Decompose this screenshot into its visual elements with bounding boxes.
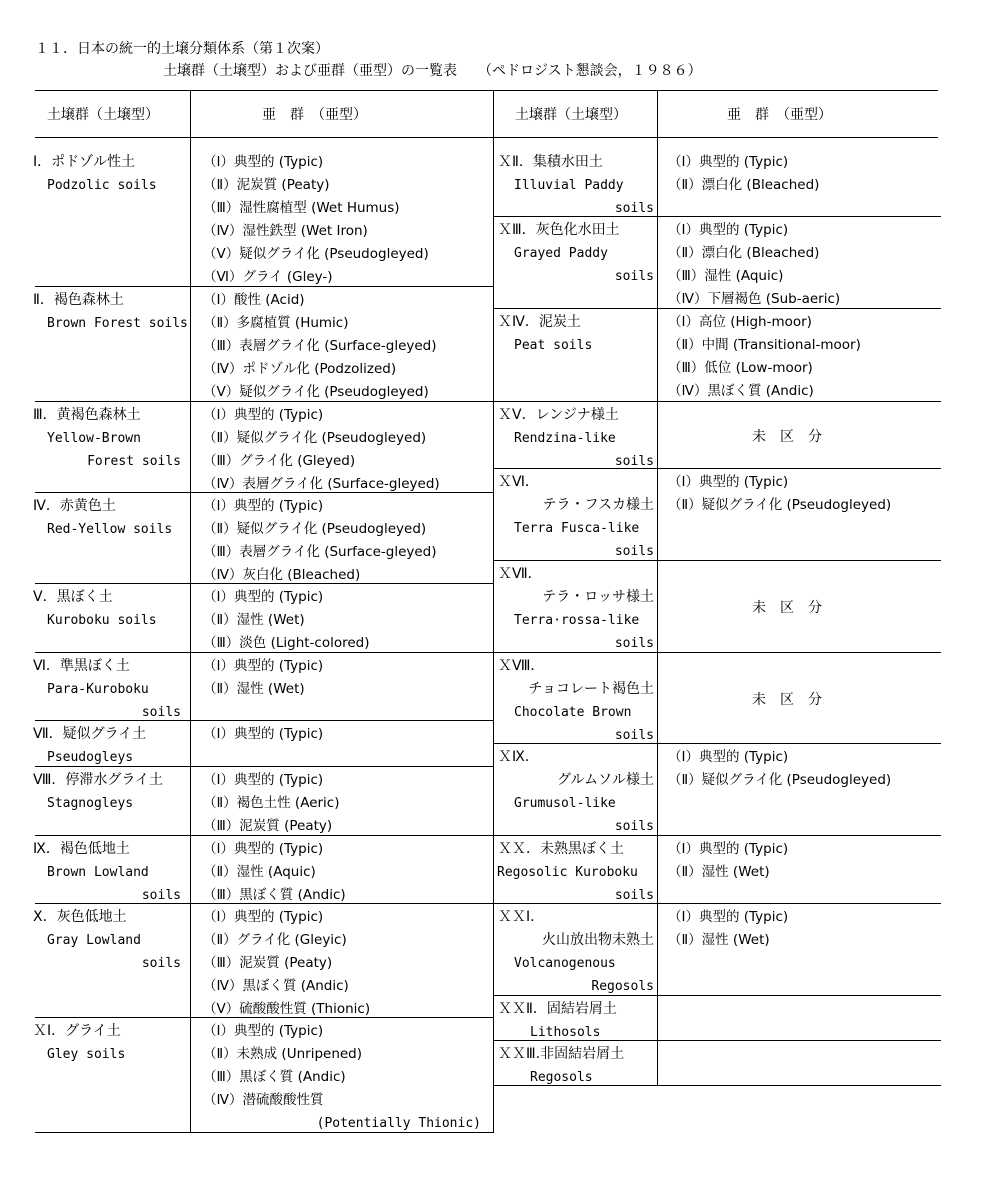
subgroup-item: （Ⅰ）酸性 (Acid) <box>203 292 305 308</box>
group-name-jp: Ⅰ．ポドゾル性土 <box>33 154 136 170</box>
group-name-en-cont: soils <box>614 544 654 559</box>
subgroup-item: （Ⅲ）黒ぼく質 (Andic) <box>203 1069 346 1085</box>
subgroup-item: （Ⅱ）褐色土性 (Aeric) <box>203 795 340 811</box>
subgroup-item: （Ⅰ）典型的 (Typic) <box>203 841 324 857</box>
subgroup-item: （Ⅱ）湿性 (Wet) <box>668 932 770 948</box>
right-row-separator <box>494 995 941 996</box>
subgroup-item: （Ⅱ）泥炭質 (Peaty) <box>203 177 330 193</box>
subgroup-item: （Ⅱ）湿性 (Aquic) <box>203 864 316 880</box>
subgroup-item: （Ⅰ）典型的 (Typic) <box>668 154 789 170</box>
subgroup-item: （Ⅱ）中間 (Transitional-moor) <box>668 337 861 353</box>
group-name-jp: ＸⅦ． <box>498 566 542 582</box>
subgroup-item: （Ⅲ）低位 (Low-moor) <box>668 360 813 376</box>
subgroup-item: （Ⅰ）典型的 (Typic) <box>668 749 789 765</box>
subgroup-item: （Ⅲ）泥炭質 (Peaty) <box>203 955 333 971</box>
group-name-jp: Ⅱ．褐色森林土 <box>33 292 124 308</box>
group-name-en-cont: soils <box>141 888 181 903</box>
subgroup-item: （Ⅰ）典型的 (Typic) <box>203 909 324 925</box>
group-name-jp-cont: グルムソル様土 <box>556 772 654 788</box>
right-row-separator <box>494 560 941 561</box>
subgroup-item: （Ⅰ）典型的 (Typic) <box>203 407 324 423</box>
group-name-en: Brown Lowland <box>47 865 149 880</box>
group-name-jp: ＸⅠ．グライ土 <box>33 1023 121 1039</box>
col-divider-3 <box>657 90 658 1085</box>
subgroup-item: （Ⅳ）湿性鉄型 (Wet Iron) <box>203 223 368 239</box>
subgroup-item: （Ⅱ）湿性 (Wet) <box>668 864 770 880</box>
subgroup-item: （Ⅲ）湿性 (Aquic) <box>668 268 784 284</box>
group-name-jp: ＸＸⅢ.非固結岩屑土 <box>498 1046 625 1062</box>
group-name-en: Regosols <box>530 1070 593 1085</box>
group-name-en: Yellow-Brown <box>47 431 141 446</box>
header-rule <box>35 137 938 138</box>
group-name-en-cont: soils <box>141 956 181 971</box>
group-name-jp: Ⅲ．黄褐色森林土 <box>33 407 141 423</box>
group-name-jp: ＸⅥ． <box>498 474 539 490</box>
group-name-en-cont: soils <box>141 705 181 720</box>
group-name-jp: ＸＸⅠ． <box>498 909 545 925</box>
group-name-en: Regosolic Kuroboku <box>497 865 638 880</box>
subgroup-item: （Ⅲ）泥炭質 (Peaty) <box>203 818 333 834</box>
subgroup-item: （Ⅳ）表層グライ化 (Surface-gleyed) <box>203 476 440 492</box>
subgroup-item: （Ⅱ）湿性 (Wet) <box>203 612 305 628</box>
page-subtitle: 土壌群（土壌型）および亜群（亜型）の一覧表 （ペドロジスト懇談会，１９８６） <box>163 63 702 79</box>
subgroup-item: （Ⅱ）疑似グライ化 (Pseudogleyed) <box>668 497 892 513</box>
subgroup-item: （Ⅰ）典型的 (Typic) <box>203 1023 324 1039</box>
subgroup-item: （Ⅱ）疑似グライ化 (Pseudogleyed) <box>668 772 892 788</box>
subgroup-item: （Ⅱ）多腐植質 (Humic) <box>203 315 349 331</box>
group-name-en: Kuroboku soils <box>47 613 157 628</box>
subgroup-item: （Ⅰ）高位 (High-moor) <box>668 314 812 330</box>
table-top-rule <box>35 90 938 91</box>
right-row-separator <box>494 468 941 469</box>
subgroup-item: （Ⅲ）グライ化 (Gleyed) <box>203 453 356 469</box>
group-name-jp: Ⅸ．褐色低地土 <box>33 841 130 857</box>
subgroup-item: （Ⅳ）ポドゾル化 (Podzolized) <box>203 361 397 377</box>
subgroup-item: （Ⅰ）典型的 (Typic) <box>203 154 324 170</box>
col-divider-1 <box>190 90 191 1132</box>
group-name-en: Gray Lowland <box>47 933 141 948</box>
group-name-en: Terra·rossa-like <box>514 613 640 628</box>
group-name-en: Gley soils <box>47 1047 126 1062</box>
group-name-jp: ＸⅨ． <box>498 749 539 765</box>
group-name-jp: ＸⅣ．泥炭土 <box>498 314 581 330</box>
subgroup-item: （Ⅲ）表層グライ化 (Surface-gleyed) <box>203 544 437 560</box>
page-title: １１．日本の統一的土壌分類体系（第１次案） <box>35 41 329 57</box>
header-group-left: 土壌群（土壌型） <box>47 107 159 123</box>
subgroup-item: （Ⅴ）硫酸酸性質 (Thionic) <box>203 1001 371 1017</box>
subgroup-item: （Ⅱ）未熟成 (Unripened) <box>203 1046 363 1062</box>
subgroup-item: （Ⅰ）典型的 (Typic) <box>203 498 324 514</box>
right-row-separator <box>494 903 941 904</box>
group-name-en-cont: soils <box>614 728 654 743</box>
group-name-en: Illuvial Paddy <box>514 178 624 193</box>
left-row-separator <box>35 720 494 721</box>
group-name-en: Volcanogenous <box>514 956 616 971</box>
group-name-en: Rendzina-like <box>514 431 616 446</box>
group-name-jp: ＸＸⅡ．固結岩屑土 <box>498 1001 617 1017</box>
header-group-right: 土壌群（土壌型） <box>515 107 627 123</box>
subgroup-item: （Ⅳ）黒ぼく質 (Andic) <box>668 383 814 399</box>
subgroup-item: （Ⅰ）典型的 (Typic) <box>668 222 789 238</box>
group-name-en-cont: soils <box>614 454 654 469</box>
group-name-en: Para-Kuroboku <box>47 682 149 697</box>
group-name-jp: Ⅷ．停滞水グライ土 <box>33 772 164 788</box>
group-name-en-cont: soils <box>614 636 654 651</box>
group-name-jp: Ⅳ．赤黄色土 <box>33 498 116 514</box>
subgroup-item: （Ⅲ）黒ぼく質 (Andic) <box>203 887 346 903</box>
group-name-en-cont: Forest soils <box>87 454 181 469</box>
group-name-jp: ＸＸ．未熟黒ぼく土 <box>498 841 624 857</box>
undivided-label: 未 区 分 <box>752 691 822 708</box>
group-name-en: Stagnogleys <box>47 796 134 811</box>
group-name-en: Peat soils <box>514 338 593 353</box>
col-divider-2 <box>493 90 494 1132</box>
group-name-en: Grayed Paddy <box>514 246 608 261</box>
group-name-en: Lithosols <box>530 1025 601 1040</box>
group-name-en: Grumusol-like <box>514 796 616 811</box>
subgroup-item: （Ⅰ）典型的 (Typic) <box>668 474 789 490</box>
group-name-en-cont: soils <box>614 269 654 284</box>
group-name-jp-cont: テラ・フスカ様土 <box>542 497 654 513</box>
header-subgroup-left: 亜 群 （亜型） <box>262 107 367 123</box>
group-name-jp: ＸⅧ． <box>498 658 545 674</box>
right-row-separator <box>494 743 941 744</box>
header-subgroup-right: 亜 群 （亜型） <box>727 107 832 123</box>
group-name-en-cont: soils <box>614 888 654 903</box>
subgroup-item: （Ⅰ）典型的 (Typic) <box>203 589 324 605</box>
subgroup-item: （Ⅰ）典型的 (Typic) <box>203 658 324 674</box>
group-name-jp: Ⅹ．灰色低地土 <box>33 909 127 925</box>
right-row-separator <box>494 652 941 653</box>
subgroup-item: （Ⅴ）疑似グライ化 (Pseudogleyed) <box>203 246 429 262</box>
group-name-jp: ＸⅢ．灰色化水田土 <box>498 222 620 238</box>
subgroup-item: （Ⅱ）疑似グライ化 (Pseudogleyed) <box>203 430 427 446</box>
subgroup-item: （Ⅵ）グライ (Gley-) <box>203 269 333 285</box>
group-name-en: Chocolate Brown <box>514 705 632 720</box>
subgroup-item: （Ⅲ）湿性腐植型 (Wet Humus) <box>203 200 400 216</box>
subgroup-item: （Ⅲ）表層グライ化 (Surface-gleyed) <box>203 338 437 354</box>
subgroup-item: （Ⅳ）灰白化 (Bleached) <box>203 567 361 583</box>
group-name-en: Brown Forest soils <box>47 316 188 331</box>
undivided-label: 未 区 分 <box>752 600 822 616</box>
subgroup-item: （Ⅱ）漂白化 (Bleached) <box>668 177 820 193</box>
group-name-en: Pseudogleys <box>47 750 134 765</box>
group-name-jp: ＸⅡ．集積水田土 <box>498 154 603 170</box>
group-name-en-cont: soils <box>614 819 654 834</box>
subgroup-item-cont: (Potentially Thionic) <box>316 1116 481 1131</box>
group-name-jp-cont: 火山放出物未熟土 <box>542 932 654 948</box>
subgroup-item: （Ⅱ）湿性 (Wet) <box>203 681 305 697</box>
group-name-en: Podzolic soils <box>47 178 157 193</box>
subgroup-item: （Ⅳ）黒ぼく質 (Andic) <box>203 978 349 994</box>
subgroup-item: （Ⅰ）典型的 (Typic) <box>203 772 324 788</box>
subgroup-item: （Ⅳ）潜硫酸酸性質 <box>203 1092 324 1108</box>
subgroup-item: （Ⅰ）典型的 (Typic) <box>668 841 789 857</box>
group-name-en: Terra Fusca-like <box>514 521 640 536</box>
group-name-en: Red-Yellow soils <box>47 522 173 537</box>
group-name-en-cont: Regosols <box>591 979 654 994</box>
group-name-jp: Ⅴ．黒ぼく土 <box>33 589 113 605</box>
group-name-jp: ＸⅤ．レンジナ様土 <box>498 407 619 423</box>
subgroup-item: （Ⅱ）漂白化 (Bleached) <box>668 245 820 261</box>
group-name-jp: Ⅵ．準黒ぼく土 <box>33 658 130 674</box>
group-name-jp-cont: チョコレート褐色土 <box>528 681 654 697</box>
right-row-separator <box>494 216 941 217</box>
right-row-separator <box>494 835 941 836</box>
subgroup-item: （Ⅴ）疑似グライ化 (Pseudogleyed) <box>203 384 429 400</box>
subgroup-item: （Ⅱ）グライ化 (Gleyic) <box>203 932 347 948</box>
subgroup-item: （Ⅳ）下層褐色 (Sub-aeric) <box>668 291 841 307</box>
group-name-jp-cont: テラ・ロッサ様土 <box>542 589 654 605</box>
subgroup-item: （Ⅰ）典型的 (Typic) <box>668 909 789 925</box>
undivided-label: 未 区 分 <box>752 428 822 445</box>
subgroup-item: （Ⅰ）典型的 (Typic) <box>203 726 324 742</box>
subgroup-item: （Ⅲ）淡色 (Light-colored) <box>203 635 370 651</box>
group-name-jp: Ⅶ．疑似グライ土 <box>33 726 147 742</box>
group-name-en-cont: soils <box>614 201 654 216</box>
subgroup-item: （Ⅱ）疑似グライ化 (Pseudogleyed) <box>203 521 427 537</box>
